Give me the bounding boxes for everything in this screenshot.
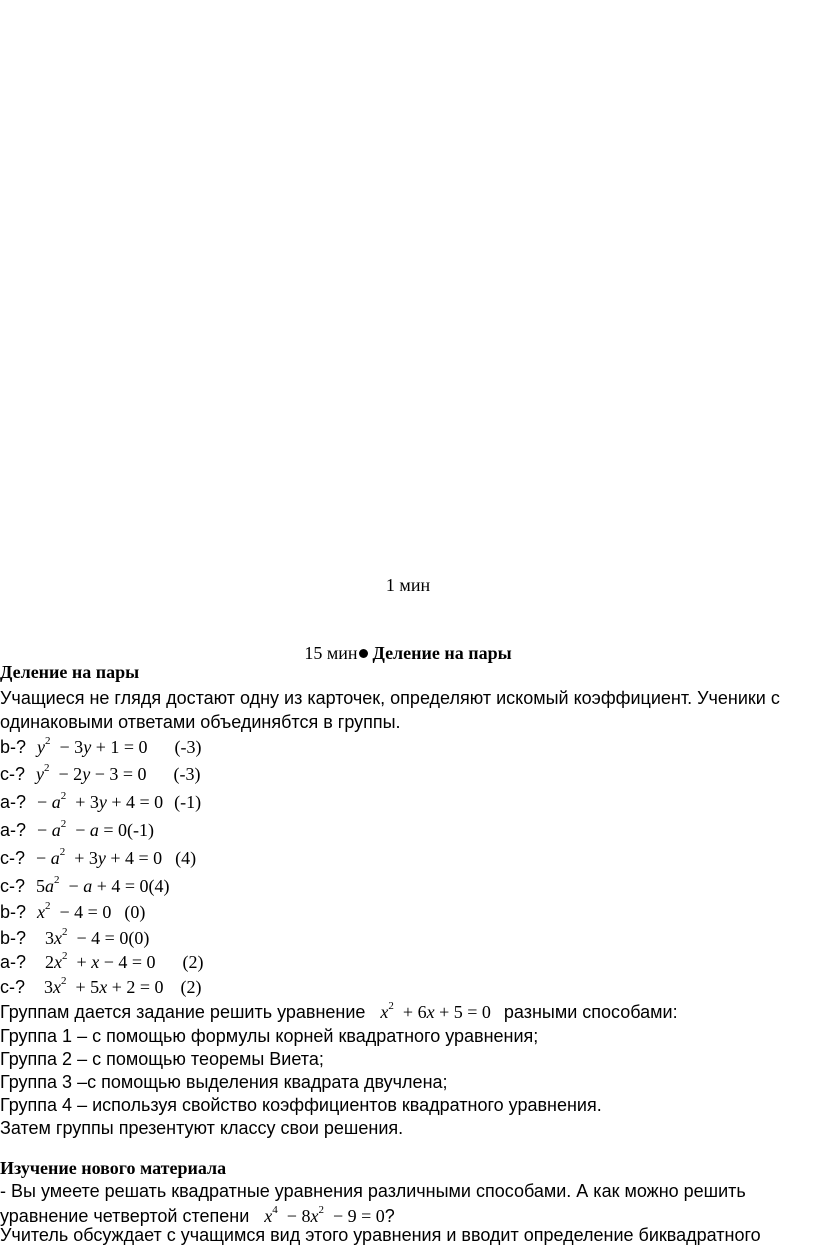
card-prefix: b-? [0, 928, 27, 948]
card-row [0, 761, 201, 787]
card-equation: − $a^2 + 3y + 4 = 0$ [37, 790, 164, 812]
card-row [0, 899, 145, 925]
card-prefix: a-? [0, 952, 27, 972]
card-answer: (2) [180, 977, 202, 997]
card-row [0, 949, 204, 975]
card-answer: (2) [182, 952, 204, 972]
new-material-line-2-lead: уравнение четвертой степени [0, 1206, 250, 1226]
card-prefix: c-? [0, 876, 26, 896]
card-row [0, 789, 201, 815]
card-answer: (-1) [174, 792, 202, 812]
card-equation: $3x^2 + 5x + 2 = 0$ [44, 975, 164, 997]
card-answer: (4) [175, 848, 197, 868]
time-15-min: 15 мин [304, 643, 358, 663]
task-closing: Затем группы презентуют классу свои решения. [0, 1118, 404, 1138]
card-row [0, 873, 170, 899]
card-equation: $y^2 - 2y - 3 = 0$ [36, 762, 147, 784]
card-prefix: c-? [0, 848, 26, 868]
card-prefix: b-? [0, 737, 27, 757]
card-answer: (4) [148, 876, 170, 896]
card-equation: $x^2 - 4 = 0$ [37, 900, 112, 922]
intro-line-1: Учащиеся не глядя достают одну из карточек, определяют искомый коэффициент. Ученики с [0, 688, 780, 708]
card-prefix: c-? [0, 977, 26, 997]
card-answer: (0) [124, 902, 146, 922]
new-material-line-2-tail: ? [384, 1206, 395, 1226]
card-prefix: a-? [0, 820, 27, 840]
task-line [0, 999, 678, 1025]
task-lead: Группам дается задание решить уравнение [0, 1002, 366, 1022]
card-equation: $5a^2 - a + 4 = 0$ [36, 874, 149, 896]
group-3: Группа 3 –с помощью выделения квадрата двучлена; [0, 1072, 448, 1092]
new-material-line-1: - Вы умеете решать квадратные уравнения различными способами. А как можно решить [0, 1181, 746, 1201]
card-row [0, 925, 149, 951]
card-row [0, 734, 202, 760]
card-equation: − $a^2 - a = 0$ [37, 818, 127, 840]
biquadratic-equation: $x^4 - 8x^2 - 9 = 0$ [264, 1204, 385, 1226]
card-equation: $2x^2 + x - 4 = 0$ [45, 950, 156, 972]
card-row [0, 974, 202, 1000]
task-equation: $x^2 + 6x + 5 = 0$ [380, 1000, 491, 1022]
group-2: Группа 2 – с помощью теоремы Виета; [0, 1049, 324, 1069]
pairs-heading: Деление на пары [0, 662, 140, 682]
card-row [0, 845, 196, 871]
card-prefix: c-? [0, 764, 26, 784]
group-1: Группа 1 – с помощью формулы корней квадратного уравнения; [0, 1026, 539, 1046]
intro-line-2: одинаковыми ответами объединябтся в группы. [0, 712, 401, 732]
group-4: Группа 4 – используя свойство коэффициентов квадратного уравнения. [0, 1095, 602, 1115]
card-equation: $3x^2 - 4 = 0$ [45, 926, 129, 948]
card-answer: (0) [128, 928, 150, 948]
card-equation: $y^2 - 3y + 1 = 0$ [37, 735, 148, 757]
card-prefix: a-? [0, 792, 27, 812]
card-answer: (-3) [174, 737, 202, 757]
section-title: Деление на пары [372, 643, 512, 663]
new-material-line-3: Учитель обсуждает с учащимся вид этого уравнения и вводит определение биквадратного [0, 1225, 761, 1245]
card-prefix: b-? [0, 902, 27, 922]
new-material-heading: Изучение нового материала [0, 1158, 227, 1178]
task-tail: разными способами: [503, 1002, 678, 1022]
card-answer: (-1) [127, 820, 154, 840]
time-1-min: 1 мин [385, 575, 431, 595]
bullet-icon [359, 649, 368, 658]
card-equation: − $a^2 + 3y + 4 = 0$ [36, 846, 163, 868]
card-row [0, 817, 154, 843]
card-answer: (-3) [173, 764, 201, 784]
